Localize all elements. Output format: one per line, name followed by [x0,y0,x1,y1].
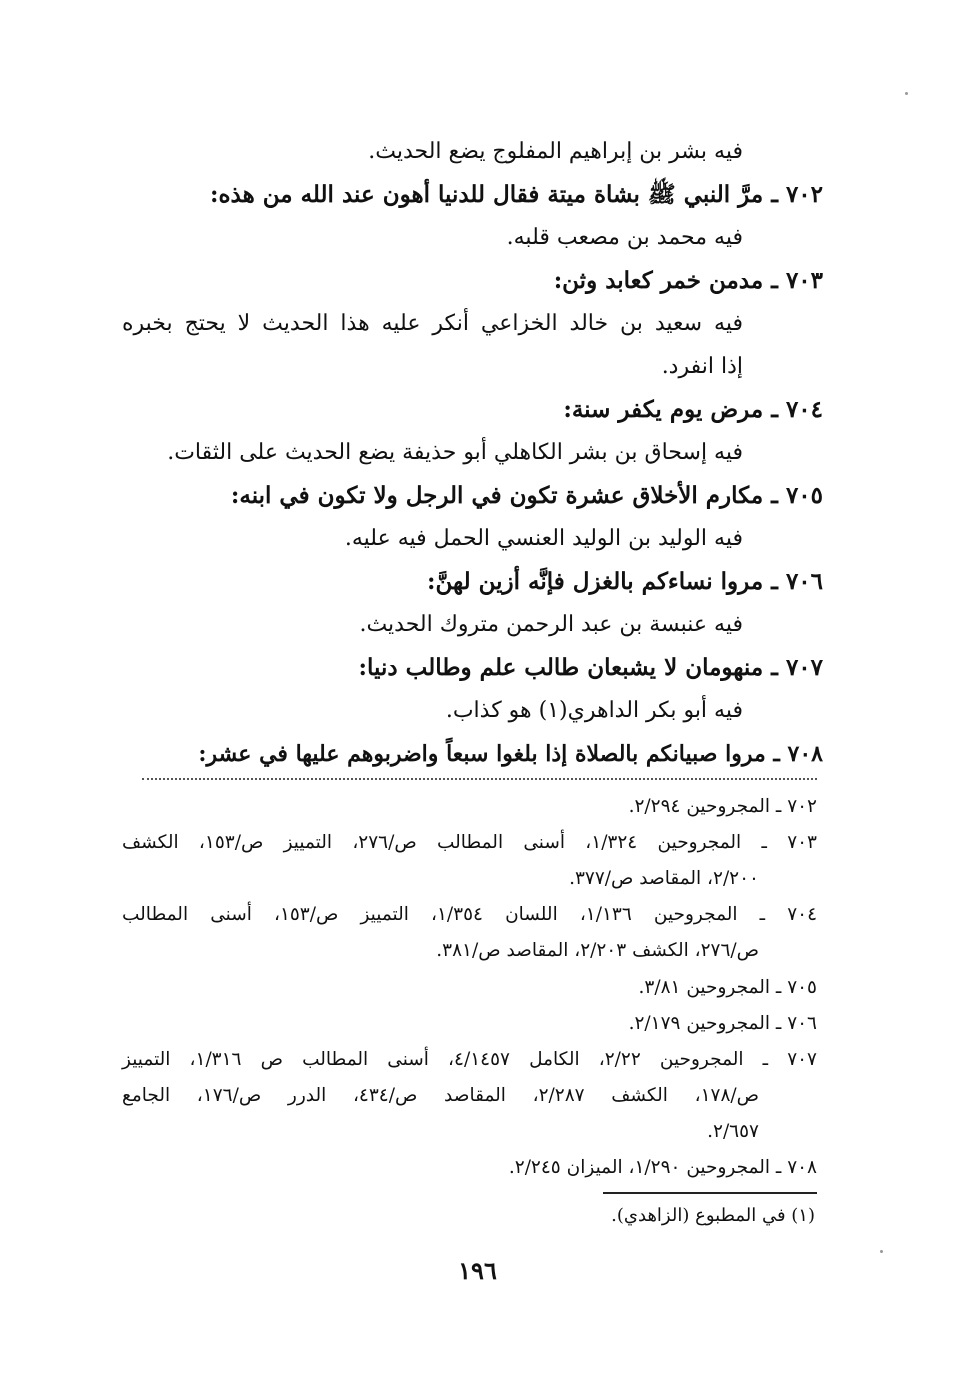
text-line: فيه أبو بكر الداهري(١) هو كذاب. [445,698,743,723]
footnote-separator [603,1192,817,1194]
hadith-heading-703: ٧٠٣ ـ مدمن خمر كعابد وثن: [553,267,823,294]
hadith-heading-708: ٧٠٨ ـ مروا صبيانكم بالصلاة إذا بلغوا سبعاً واضربوهم عليها في عشر: [198,741,823,767]
footnote-line: ص/١٧٨، الكشف ٢/٢٨٧، المقاصد ص/٤٣٤، الدرر ص/١٧٦، الجامع [122,1085,760,1106]
footnote-line: ٧٠٦ ـ المجروحين ٢/١٧٩. [628,1013,817,1034]
text-line: فيه محمد بن مصعب قلبه. [506,225,743,250]
hadith-heading-706: ٧٠٦ ـ مروا نساءكم بالغزل فإنَّه أزين لهنَّ: [426,568,823,595]
text-line: فيه الوليد بن الوليد العنسي الحمل فيه عليه. [344,526,743,551]
footnote-line: ٢/٢٠٠، المقاصد ص/٣٧٧. [569,868,759,889]
footnote-line: ٧٠٨ ـ المجروحين ١/٢٩٠، الميزان ٢/٢٤٥. [508,1157,817,1178]
footnote-line: ص/٢٧٦، الكشف ٢/٢٠٣، المقاصد ص/٣٨١. [436,940,759,961]
footnote-divider-dotted [142,778,817,780]
editor-footnote: (١) في المطبوع (الزاهدي). [611,1205,815,1226]
text-line: فيه بشر بن إبراهيم المفلوج يضع الحديث. [368,139,743,164]
footnote-line: ٢/٦٥٧. [707,1121,759,1142]
text-line: فيه إسحاق بن بشر الكاهلي أبو حذيفة يضع الحديث على الثقات. [167,440,743,465]
hadith-heading-705: ٧٠٥ ـ مكارم الأخلاق عشرة تكون في الرجل ولا تكون في ابنه: [230,482,823,509]
hadith-heading-707: ٧٠٧ ـ منهومان لا يشبعان طالب علم وطالب دنيا: [358,654,823,681]
scan-speck [905,92,908,95]
hadith-heading-704: ٧٠٤ ـ مرض يوم يكفر سنة: [563,396,823,423]
text-line: فيه عنبسة بن عبد الرحمن متروك الحديث. [359,612,743,637]
footnote-line: ٧٠٣ ـ المجروحين ١/٣٢٤، أسنى المطالب ص/٢٧٦، التمييز ص/١٥٣، الكشف [122,832,817,853]
footnote-line: ٧٠٤ ـ المجروحين ١/١٣٦، اللسان ١/٣٥٤، التمييز ص/١٥٣، أسنى المطالب [122,904,818,925]
footnote-line: ٧٠٧ ـ المجروحين ٢/٢٢، الكامل ٤/١٤٥٧، أسنى المطالب ص ١/٣١٦، التمييز [122,1049,817,1070]
page-number: ١٩٦ [458,1256,497,1285]
hadith-heading-702: ٧٠٢ ـ مرَّ النبي ﷺ بشاة ميتة فقال للدنيا أهون عند الله من هذه: [210,181,823,208]
footnote-line: ٧٠٥ ـ المجروحين ٣/٨١. [638,977,817,998]
text-line: فيه سعيد بن خالد الخزاعي أنكر عليه هذا الحديث لا يحتج بخبره [122,311,743,336]
footnote-line: ٧٠٢ ـ المجروحين ٢/٢٩٤. [628,796,817,817]
scan-speck [880,1250,883,1253]
text-line: إذا انفرد. [661,354,743,379]
